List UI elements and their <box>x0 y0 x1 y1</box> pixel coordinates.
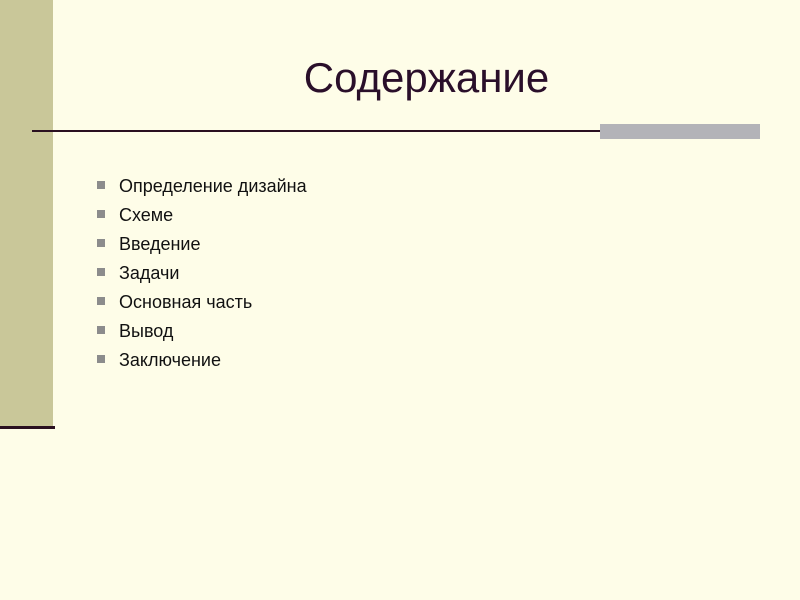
sidebar-underline <box>0 426 55 429</box>
sidebar-decoration <box>0 0 53 426</box>
square-bullet-icon <box>97 210 105 218</box>
list-item <box>115 259 307 288</box>
square-bullet-icon <box>97 239 105 247</box>
list-item <box>115 346 307 375</box>
list-item-label: Основная часть <box>119 292 253 312</box>
divider-accent-bar <box>600 124 760 139</box>
list-item-label: Определение дизайна <box>119 176 307 196</box>
list-item <box>115 201 307 230</box>
list-item-label: Вывод <box>119 321 174 341</box>
square-bullet-icon <box>97 326 105 334</box>
list-item <box>115 288 307 317</box>
slide-title: Содержание <box>303 54 550 101</box>
list-item-label: Задачи <box>119 263 180 283</box>
list-item-label: Схеме <box>119 205 174 225</box>
list-item-label: Введение <box>119 234 201 254</box>
list-item <box>115 172 307 201</box>
square-bullet-icon <box>97 297 105 305</box>
list-item <box>115 230 307 259</box>
list-item-label: Заключение <box>119 350 221 370</box>
square-bullet-icon <box>97 355 105 363</box>
square-bullet-icon <box>97 268 105 276</box>
square-bullet-icon <box>97 181 105 189</box>
contents-list <box>115 172 307 375</box>
list-item <box>115 317 307 346</box>
